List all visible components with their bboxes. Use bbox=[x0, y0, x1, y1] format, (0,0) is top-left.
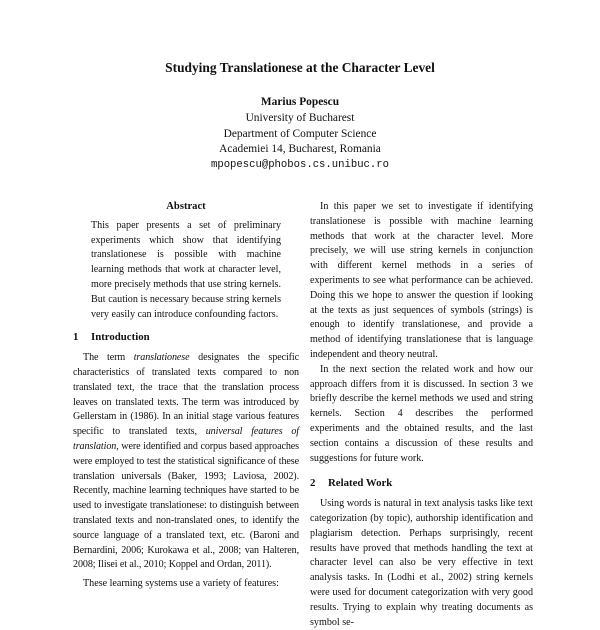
intro-paragraph-2: These learning systems use a variety of features: bbox=[83, 578, 279, 590]
intro-paragraph-4: In the next section the related work and how our approach differs from it is discussed. In section 3 we briefly describe the kernel methods we used and string kernels. Section 4 describes the performed experiments and the obtained results, and the last section contains a discussion of these results and suggestions for future work. bbox=[310, 363, 533, 464]
right-column bbox=[310, 200, 533, 630]
section-number: 2 bbox=[310, 477, 316, 490]
related-work-paragraph-1: Using words is natural in text analysis tasks like text categorization (by topic), authorship identification and plagiarism detection. Perhaps surprisingly, recent results have proved that methods handling the text at character level can also be very effective in text analysis tasks. In (Lodhi et al., 2002) string kernels were used for document categorization with very good results. Trying to explain why treating documents as symbol se- bbox=[310, 498, 533, 628]
author-block bbox=[0, 95, 600, 174]
section-number: 1 bbox=[73, 331, 79, 344]
abstract-heading: Abstract bbox=[166, 201, 206, 212]
intro-paragraph-1 bbox=[73, 351, 299, 573]
section-heading-introduction bbox=[73, 330, 299, 345]
text-span: designates the specific characteristics of translated texts compared to non translated text, the trace that the translation process leaves on translated texts. The term was introduced by Gellerstam in (1986). In an initial stage various features specific to translated texts, bbox=[73, 352, 300, 438]
text-span: , were identified and corpus based approaches were employed to test the statistical significance of these translation universals (Baker, 1993; Laviosa, 2002). Recently, machine learning techniques have started to be used to investigate translationese: to distinguish between translated texts and non-translated ones, to identify the source language of a translated text, etc. (Baroni and Bernardini, 2006; Kurokawa et al., 2008; van Halteren, 2008; Ilisei et al., 2010; Koppel and Ordan, 2011). bbox=[73, 440, 299, 571]
author-address: Academiei 14, Bucharest, Romania bbox=[219, 143, 381, 156]
text-span: The term bbox=[83, 352, 134, 364]
intro-paragraph-3: In this paper we set to investigate if identifying translationese is possible with machine learning methods that work at the character level. More precisely, we will use string kernels in conjunction with different kernel methods in a series of experiments to see what performance can be achieved. Doing this we hope to answer the question if looking at the texts as just sequences of symbols (strings) is enough to identify translationese, and provide a method of identifying translationese that is language independent and theory neutral. bbox=[310, 201, 533, 360]
paper-title: Studying Translationese at the Character Level bbox=[165, 60, 435, 75]
author-affiliation-university: University of Bucharest bbox=[245, 111, 355, 124]
emphasis-translationese: translationese bbox=[133, 352, 190, 364]
author-affiliation-department: Department of Computer Science bbox=[223, 127, 377, 140]
section-title: Related Work bbox=[328, 477, 393, 490]
section-heading-related-work bbox=[310, 476, 533, 491]
author-name: Marius Popescu bbox=[260, 96, 340, 108]
author-email: mpopescu@phobos.cs.unibuc.ro bbox=[210, 159, 389, 172]
abstract-text: This paper presents a set of preliminary experiments which show that identifying translationese is possible with machine learning methods that work at character level, more precisely methods that use string kernels. But caution is necessary because string kernels very easily can introduce confounding factors. bbox=[91, 219, 281, 320]
left-column bbox=[73, 200, 299, 592]
section-title: Introduction bbox=[91, 331, 150, 344]
emphasis-universal-features: universal features of translation bbox=[73, 426, 300, 452]
